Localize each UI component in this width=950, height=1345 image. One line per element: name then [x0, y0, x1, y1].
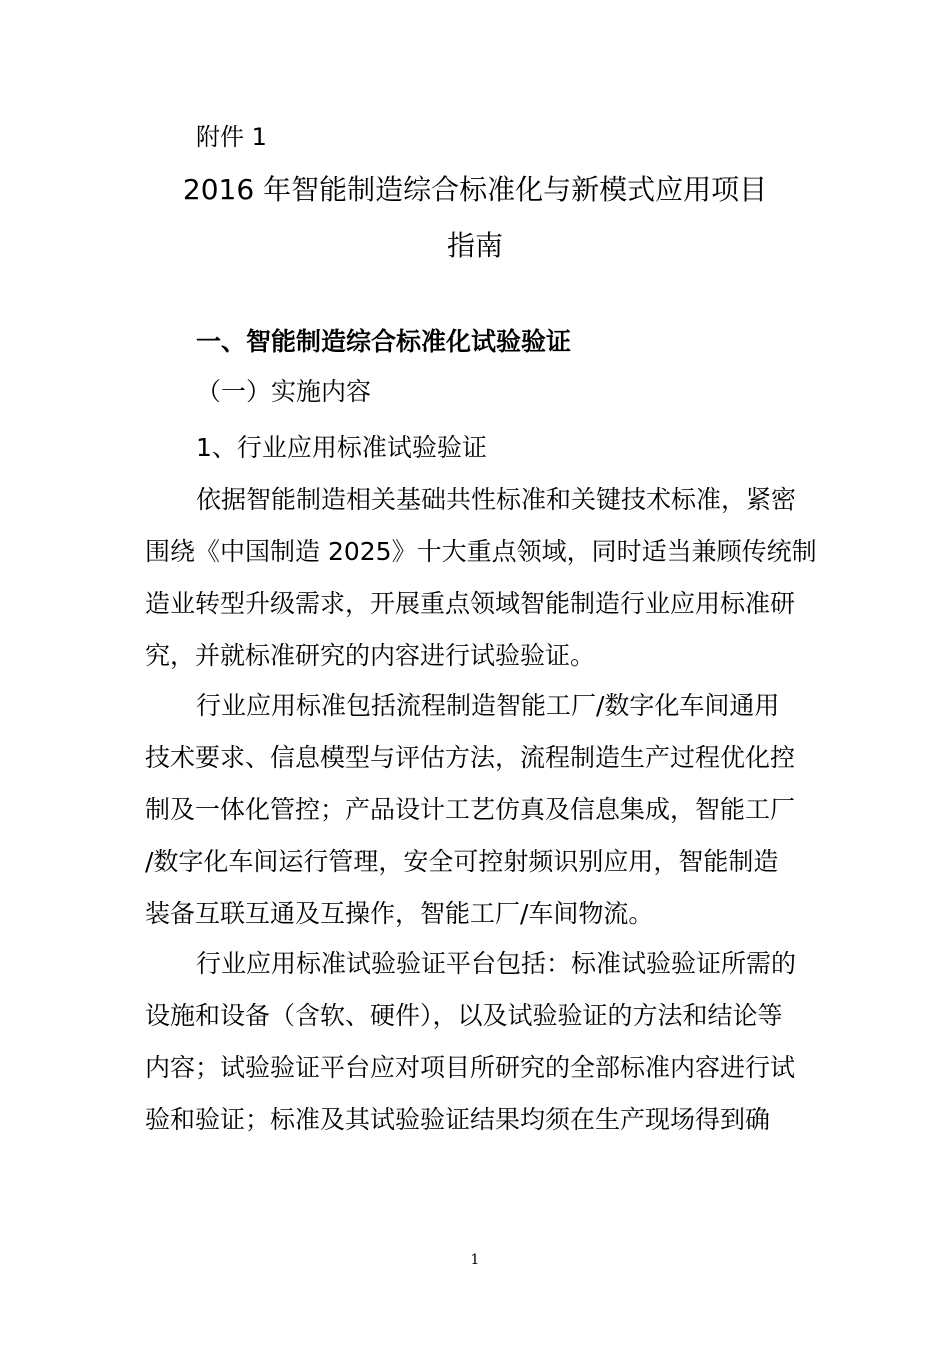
paragraph-line: 依据智能制造相关基础共性标准和关键技术标准，紧密: [196, 485, 797, 514]
paragraph-line: 装备互联互通及互操作，智能工厂/车间物流。: [145, 899, 654, 928]
paragraph-3: [145, 938, 815, 1146]
paragraph-line: 设施和设备（含软、硬件），以及试验验证的方法和结论等: [145, 1001, 783, 1030]
item-heading: 1、行业应用标准试验验证: [196, 433, 487, 462]
paragraph-line: 行业应用标准试验验证平台包括：标准试验验证所需的: [196, 949, 797, 978]
attachment-label: 附件 1: [196, 123, 267, 151]
paragraph-line: 行业应用标准包括流程制造智能工厂/数字化车间通用: [196, 691, 780, 720]
section-heading: 一、智能制造综合标准化试验验证: [196, 327, 572, 356]
paragraph-1: [145, 474, 815, 682]
paragraph-line: 制及一体化管控；产品设计工艺仿真及信息集成，智能工厂: [145, 795, 796, 824]
title-line: 2016 年智能制造综合标准化与新模式应用项目: [182, 173, 768, 206]
paragraph-line: 围绕《中国制造 2025》十大重点领域，同时适当兼顾传统制: [145, 537, 817, 566]
page-number: 1: [470, 1252, 480, 1268]
paragraph-line: 技术要求、信息模型与评估方法，流程制造生产过程优化控: [145, 743, 796, 772]
paragraph-line: 验和验证；标准及其试验验证结果均须在生产现场得到确: [145, 1105, 771, 1134]
paragraph-line: /数字化车间运行管理，安全可控射频识别应用，智能制造: [145, 847, 779, 876]
paragraph-line: 造业转型升级需求，开展重点领域智能制造行业应用标准研: [145, 589, 796, 618]
document-title: [150, 162, 800, 274]
paragraph-line: 内容；试验验证平台应对项目所研究的全部标准内容进行试: [145, 1053, 796, 1082]
title-line: 指南: [446, 229, 503, 262]
paragraph-2: [145, 680, 815, 940]
subsection-heading: （一）实施内容: [196, 377, 372, 406]
paragraph-line: 究，并就标准研究的内容进行试验验证。: [145, 641, 596, 670]
